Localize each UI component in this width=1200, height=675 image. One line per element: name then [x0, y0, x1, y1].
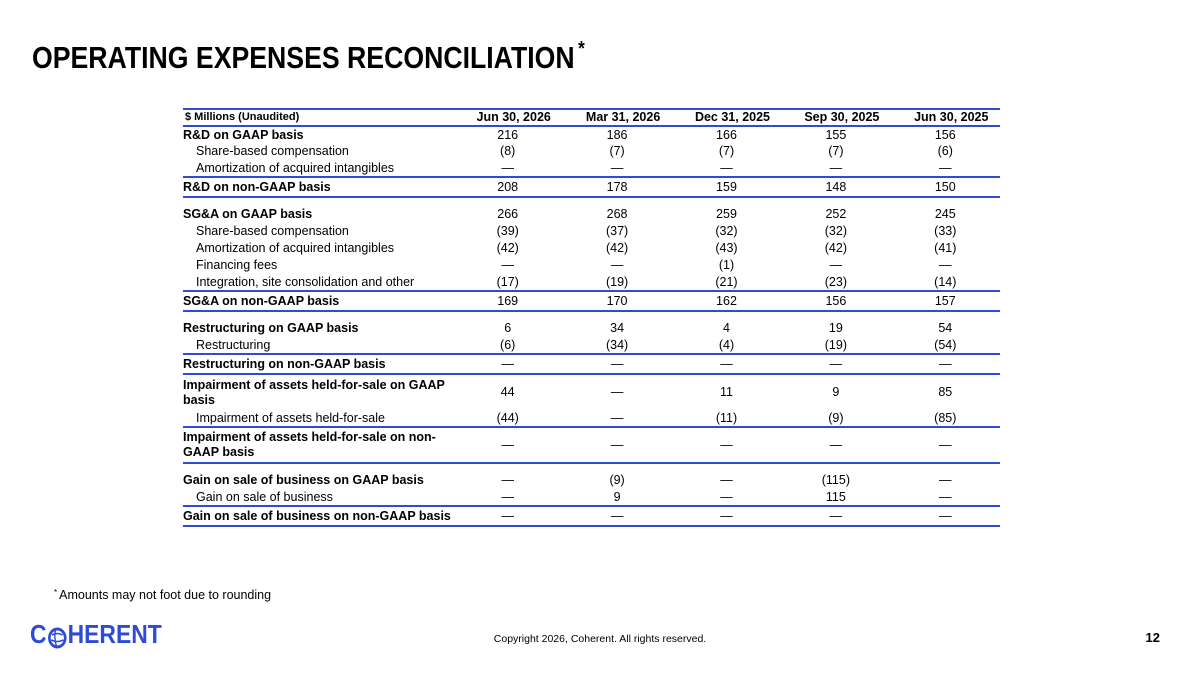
value-cell: 178: [562, 177, 671, 197]
row-label: Amortization of acquired intangibles: [196, 160, 395, 175]
value-cell: (42): [605, 241, 629, 255]
value-cell: (23): [824, 274, 847, 289]
value-cell: 166: [716, 127, 737, 142]
value-cell: 208: [453, 177, 562, 197]
table-row: [183, 427, 1000, 463]
value-cell: 9: [832, 385, 840, 399]
value-cell: 170: [562, 291, 671, 311]
value-cell: 9: [613, 489, 621, 504]
value-cell: —: [720, 160, 733, 175]
header-label: $ Millions (Unaudited): [183, 109, 453, 126]
table-row: [183, 257, 1000, 274]
value-cell: 19: [828, 321, 843, 335]
value-cell: 162: [672, 291, 781, 311]
value-cell: —: [610, 258, 624, 272]
table-row: [183, 126, 1000, 143]
spacer-row: [183, 197, 1000, 206]
value-cell: 259: [716, 207, 737, 221]
row-label: Financing fees: [196, 258, 278, 272]
table-row: [183, 410, 1000, 427]
logo-letter-c: C: [30, 619, 47, 649]
row-label: Gain on sale of business on non-GAAP basis: [183, 506, 453, 526]
value-cell: (19): [605, 274, 629, 289]
table-row: [183, 337, 1000, 354]
table-row: [183, 291, 1000, 311]
value-cell: (54): [934, 337, 957, 352]
value-cell: (43): [715, 241, 738, 255]
column-header: Dec 31, 2025: [672, 109, 781, 126]
value-cell: (32): [715, 224, 738, 238]
table-row: [183, 206, 1000, 223]
value-cell: 4: [723, 321, 730, 335]
value-cell: —: [720, 473, 733, 487]
value-cell: (85): [934, 410, 957, 425]
value-cell: (44): [496, 410, 519, 425]
value-cell: 156: [934, 127, 956, 142]
value-cell: (9): [609, 473, 625, 487]
value-cell: —: [501, 160, 514, 175]
value-cell: (14): [934, 274, 957, 289]
table-row: [183, 223, 1000, 240]
value-cell: (37): [605, 224, 629, 238]
table-row: [183, 160, 1000, 177]
row-label: Gain on sale of business on GAAP basis: [183, 473, 424, 487]
value-cell: (34): [605, 337, 629, 352]
value-cell: (6): [937, 144, 953, 158]
value-cell: —: [453, 506, 562, 526]
column-header: Sep 30, 2025: [781, 109, 890, 126]
value-cell: (42): [496, 241, 519, 255]
value-cell: (11): [715, 410, 738, 425]
value-cell: —: [562, 506, 671, 526]
value-cell: —: [781, 506, 890, 526]
value-cell: 85: [938, 385, 953, 399]
value-cell: (115): [821, 473, 850, 487]
value-cell: (33): [934, 224, 957, 238]
footnote-text: Amounts may not foot due to rounding: [59, 588, 272, 602]
value-cell: 115: [825, 489, 846, 504]
value-cell: —: [939, 160, 952, 175]
table-row: [183, 320, 1000, 337]
row-label: Integration, site consolidation and other: [196, 274, 415, 289]
value-cell: 11: [719, 385, 733, 399]
value-cell: —: [939, 258, 952, 272]
row-label: Amortization of acquired intangibles: [196, 241, 395, 255]
value-cell: —: [891, 506, 1000, 526]
value-cell: 245: [934, 207, 956, 221]
value-cell: 157: [891, 291, 1000, 311]
value-cell: —: [781, 427, 890, 463]
value-cell: —: [610, 160, 624, 175]
value-cell: 216: [497, 127, 519, 142]
value-cell: 169: [453, 291, 562, 311]
spacer-row: [183, 311, 1000, 320]
row-label: Impairment of assets held-for-sale: [196, 410, 385, 425]
row-label: Share-based compensation: [196, 144, 349, 158]
footnote: [54, 588, 271, 602]
column-header: Mar 31, 2026: [562, 109, 671, 126]
slide-title-text: OPERATING EXPENSES RECONCILIATION: [32, 40, 575, 75]
value-cell: —: [453, 354, 562, 374]
row-label: Impairment of assets held-for-sale on GAAP basis: [183, 377, 445, 407]
row-label: Restructuring: [196, 337, 271, 352]
value-cell: —: [501, 489, 514, 504]
value-cell: 186: [606, 127, 628, 142]
row-label: Gain on sale of business: [196, 489, 333, 504]
value-cell: (17): [496, 274, 519, 289]
row-label: R&D on non-GAAP basis: [183, 177, 453, 197]
value-cell: (32): [824, 224, 847, 238]
value-cell: (39): [496, 224, 519, 238]
value-cell: (7): [718, 144, 735, 158]
row-label: R&D on GAAP basis: [183, 127, 304, 142]
value-cell: —: [501, 258, 514, 272]
value-cell: (4): [718, 337, 735, 352]
value-cell: —: [672, 506, 781, 526]
value-cell: —: [891, 427, 1000, 463]
value-cell: (7): [828, 144, 844, 158]
value-cell: 44: [500, 385, 515, 399]
row-label: Restructuring on non-GAAP basis: [183, 354, 453, 374]
value-cell: —: [453, 427, 562, 463]
value-cell: —: [610, 385, 624, 399]
table-header-row: [183, 109, 1000, 126]
value-cell: (42): [824, 241, 847, 255]
value-cell: 156: [781, 291, 890, 311]
table-row: [183, 274, 1000, 291]
table-row: [183, 177, 1000, 197]
value-cell: 150: [891, 177, 1000, 197]
value-cell: (1): [718, 258, 735, 272]
value-cell: 34: [610, 321, 625, 335]
table-row: [183, 143, 1000, 160]
value-cell: (6): [500, 337, 516, 352]
table-row: [183, 374, 1000, 410]
value-cell: —: [891, 354, 1000, 374]
value-cell: (21): [715, 274, 738, 289]
value-cell: 268: [606, 207, 628, 221]
value-cell: —: [672, 354, 781, 374]
value-cell: (7): [609, 144, 625, 158]
value-cell: 54: [938, 321, 953, 335]
value-cell: —: [829, 258, 843, 272]
table-row: [183, 472, 1000, 489]
slide-title: [32, 40, 585, 76]
footnote-mark: *: [54, 588, 58, 597]
page-number: 12: [1145, 630, 1160, 645]
value-cell: 148: [781, 177, 890, 197]
copyright-text: Copyright 2026, Coherent. All rights reserved.: [493, 633, 707, 645]
table-row: [183, 489, 1000, 506]
value-cell: —: [672, 427, 781, 463]
value-cell: 155: [825, 127, 847, 142]
opex-reconciliation-table: [183, 108, 1000, 527]
column-header: Jun 30, 2025: [891, 109, 1000, 126]
logo-letters-rest: HERENT: [67, 619, 162, 649]
spacer-row: [183, 463, 1000, 472]
value-cell: 252: [825, 207, 847, 221]
value-cell: —: [610, 410, 624, 425]
value-cell: —: [562, 427, 671, 463]
value-cell: —: [939, 489, 952, 504]
value-cell: —: [720, 489, 733, 504]
row-label: Impairment of assets held-for-sale on non-GAAP basis: [183, 427, 453, 463]
table-row: [183, 354, 1000, 374]
title-footnote-mark: *: [578, 38, 585, 60]
value-cell: 159: [672, 177, 781, 197]
value-cell: 6: [504, 321, 512, 335]
value-cell: 266: [497, 207, 519, 221]
value-cell: (9): [828, 410, 844, 425]
value-cell: —: [562, 354, 671, 374]
value-cell: —: [939, 473, 952, 487]
value-cell: —: [829, 160, 843, 175]
table-row: [183, 240, 1000, 257]
row-label: Restructuring on GAAP basis: [183, 321, 359, 335]
row-label: SG&A on non-GAAP basis: [183, 291, 453, 311]
column-header: Jun 30, 2026: [453, 109, 562, 126]
value-cell: —: [501, 473, 514, 487]
value-cell: (19): [824, 337, 847, 352]
table-row: [183, 506, 1000, 526]
row-label: SG&A on GAAP basis: [183, 207, 313, 221]
value-cell: (41): [934, 241, 957, 255]
value-cell: (8): [500, 144, 516, 158]
row-label: Share-based compensation: [196, 224, 349, 238]
value-cell: —: [781, 354, 890, 374]
